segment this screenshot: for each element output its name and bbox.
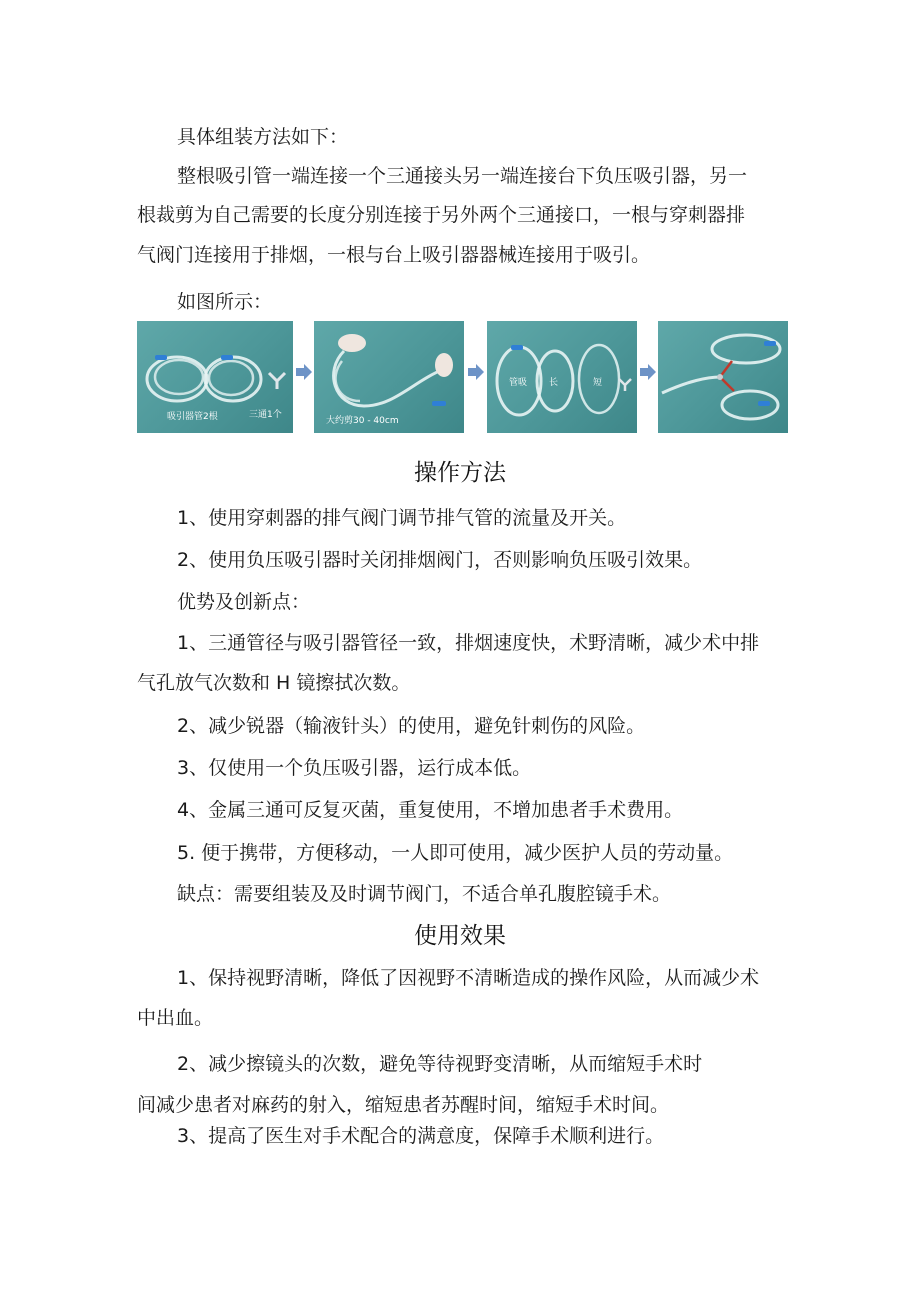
- advantages-label: 优势及创新点：: [177, 591, 311, 613]
- photo-cutting: [314, 321, 464, 433]
- arrow-icon: [640, 364, 656, 380]
- arrow-icon: [468, 364, 484, 380]
- photo-label-suction: 管吸: [509, 378, 528, 388]
- effect-item-2-cont: 间减少患者对麻药的射入，缩短患者苏醒时间，缩短手术时间。: [137, 1094, 670, 1116]
- effect-item-2: 2、减少擦镜头的次数，避免等待视野变清晰，从而缩短手术时: [177, 1053, 703, 1075]
- photo-label-tubes: 吸引器管2根: [167, 412, 218, 422]
- photo-label-short: 短: [593, 378, 603, 388]
- effect-item-3: 3、提高了医生对手术配合的满意度，保障手术顺利进行。: [177, 1125, 665, 1147]
- advantage-item-3: 3、仅使用一个负压吸引器，运行成本低。: [177, 757, 532, 779]
- photo-label-tee: 三通1个: [249, 410, 282, 420]
- photo-components: [137, 321, 293, 433]
- assembly-intro: 具体组装方法如下：: [177, 126, 349, 148]
- advantage-item-1: 1、三通管径与吸引器管径一致，排烟速度快，术野清晰，减少术中排: [177, 632, 760, 654]
- operation-item-1: 1、使用穿刺器的排气阀门调节排气管的流量及开关。: [177, 507, 627, 529]
- advantage-item-2: 2、减少锐器（输液针头）的使用，避免针刺伤的风险。: [177, 715, 646, 737]
- assembly-paragraph-line-2: 根裁剪为自己需要的长度分别连接于另外两个三通接口，一根与穿刺器排: [137, 204, 746, 226]
- operation-item-2: 2、使用负压吸引器时关闭排烟阀门，否则影响负压吸引效果。: [177, 549, 703, 571]
- assembly-paragraph-line-1: 整根吸引管一端连接一个三通接头另一端连接台下负压吸引器，另一: [177, 165, 748, 187]
- section-title-operation: 操作方法: [414, 460, 506, 486]
- advantage-item-5: 5. 便于携带，方便移动，一人即可使用，减少医护人员的劳动量。: [177, 842, 734, 864]
- advantage-item-1-cont: 气孔放气次数和 H 镜擦拭次数。: [137, 672, 411, 694]
- photo-cut-tubes: [487, 321, 637, 433]
- figure-caption: 如图所示：: [177, 291, 273, 313]
- drawback-text: 缺点：需要组装及及时调节阀门，不适合单孔腹腔镜手术。: [177, 883, 672, 905]
- advantage-item-4: 4、金属三通可反复灭菌，重复使用，不增加患者手术费用。: [177, 799, 684, 821]
- photo-label-long: 长: [549, 378, 559, 388]
- effect-item-1-cont: 中出血。: [137, 1007, 214, 1029]
- photo-assembled: [658, 321, 788, 433]
- section-title-effect: 使用效果: [414, 923, 506, 949]
- effect-item-1: 1、保持视野清晰，降低了因视野不清晰造成的操作风险，从而减少术: [177, 967, 760, 989]
- arrow-icon: [296, 364, 312, 380]
- assembly-paragraph-line-3: 气阀门连接用于排烟，一根与台上吸引器器械连接用于吸引。: [137, 244, 651, 266]
- photo-label-cut-length: 大约剪30 - 40cm: [326, 416, 399, 426]
